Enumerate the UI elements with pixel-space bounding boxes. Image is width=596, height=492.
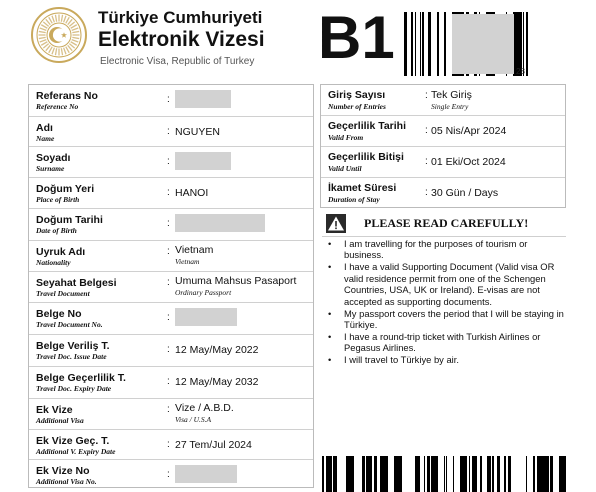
field-colon: : xyxy=(167,187,170,198)
field-colon: : xyxy=(167,312,170,323)
field-row xyxy=(29,460,313,488)
field-label-en: Date of Birth xyxy=(36,226,77,235)
field-label-tr: Belge Geçerlilik T. xyxy=(36,372,126,384)
field-colon: : xyxy=(167,344,170,355)
visa-field-row xyxy=(321,116,565,147)
visa-value: 30 Gün / Days xyxy=(431,187,499,199)
redacted-value xyxy=(175,214,265,232)
field-colon: : xyxy=(167,246,170,257)
field-colon: : xyxy=(167,277,170,288)
field-value: Umuma Mahsus Pasaport xyxy=(175,275,297,287)
visa-field-row xyxy=(321,147,565,178)
visa-label-en: Valid Until xyxy=(328,164,362,173)
field-row xyxy=(29,117,313,147)
field-label-tr: Ek Vize No xyxy=(36,465,90,477)
notice-list xyxy=(326,238,564,366)
warning-icon xyxy=(326,214,346,233)
visa-value: 05 Nis/Apr 2024 xyxy=(431,125,507,137)
field-value: Vize / A.B.D. xyxy=(175,402,234,414)
field-label-tr: Doğum Yeri xyxy=(36,183,95,195)
field-colon: : xyxy=(167,126,170,137)
visa-colon: : xyxy=(425,187,428,198)
visa-type-code: B1 xyxy=(318,4,395,71)
redacted-value xyxy=(175,90,231,108)
field-label-en: Travel Document xyxy=(36,289,90,298)
field-value: NGUYEN xyxy=(175,126,220,138)
field-label-tr: Ek Vize Geç. T. xyxy=(36,435,110,447)
crescent-star-seal-icon xyxy=(30,6,88,64)
visa-value: 01 Eki/Oct 2024 xyxy=(431,156,506,168)
visa-colon: : xyxy=(425,156,428,167)
field-value: HANOI xyxy=(175,187,209,199)
field-row xyxy=(29,335,313,367)
visa-details-table xyxy=(320,84,566,208)
field-label-en: Travel Doc. Expiry Date xyxy=(36,384,112,393)
field-value-en: Vietnam xyxy=(175,257,200,266)
field-label-en: Additional Visa xyxy=(36,416,84,425)
visa-field-row xyxy=(321,178,565,209)
field-label-tr: Seyahat Belgesi xyxy=(36,277,117,289)
notice-item: • I have a round-trip ticket with Turkish Airlines or Pegasus Airlines. xyxy=(328,331,541,354)
field-label-tr: Referans No xyxy=(36,90,98,102)
field-label-en: Reference No xyxy=(36,102,79,111)
redacted-value xyxy=(175,465,237,483)
redacted-value xyxy=(175,152,231,170)
field-colon: : xyxy=(167,469,170,480)
visa-label-en: Valid From xyxy=(328,133,364,142)
personal-details-table xyxy=(28,84,314,488)
visa-field-row xyxy=(321,85,565,116)
field-label-tr: Adı xyxy=(36,122,53,134)
visa-label-tr: Geçerlilik Bitişi xyxy=(328,151,404,163)
field-colon: : xyxy=(167,94,170,105)
field-label-tr: Uyruk Adı xyxy=(36,246,86,258)
field-value-en: Visa / U.S.A xyxy=(175,415,212,424)
field-row xyxy=(29,430,313,460)
field-row xyxy=(29,85,313,117)
field-row xyxy=(29,399,313,430)
field-colon: : xyxy=(167,404,170,415)
field-value: 27 Tem/Jul 2024 xyxy=(175,439,252,451)
barcode-number: 28 xyxy=(516,67,525,76)
field-colon: : xyxy=(167,439,170,450)
field-label-en: Name xyxy=(36,134,55,143)
notice-title: PLEASE READ CAREFULLY! xyxy=(364,216,529,230)
field-row xyxy=(29,147,313,178)
field-label-tr: Belge No xyxy=(36,308,82,320)
field-value-en: Ordinary Passport xyxy=(175,288,232,297)
field-label-tr: Doğum Tarihi xyxy=(36,214,103,226)
field-colon: : xyxy=(167,218,170,229)
field-label-tr: Belge Veriliş T. xyxy=(36,340,110,352)
field-label-tr: Ek Vize xyxy=(36,404,73,416)
visa-label-en: Number of Entries xyxy=(328,102,386,111)
field-label-en: Additional V. Expiry Date xyxy=(36,447,116,456)
notice-item: • I am travelling for the purposes of tourism or business. xyxy=(328,238,528,261)
field-label-en: Nationality xyxy=(36,258,71,267)
field-label-en: Additional Visa No. xyxy=(36,477,97,486)
field-label-en: Place of Birth xyxy=(36,195,80,204)
redacted-barcode-block xyxy=(452,14,514,74)
field-colon: : xyxy=(167,156,170,167)
visa-label-tr: İkamet Süresi xyxy=(328,182,397,194)
notice-item: • My passport covers the period that I will be staying in Türkiye. xyxy=(328,307,564,331)
notice-item: • I have a valid Supporting Document (Valid visa OR valid residence permit from one of the Schengen Countries, USA, UK or Ireland). E-visas are not accepted as supporting documents. xyxy=(328,261,555,307)
visa-label-en: Duration of Stay xyxy=(328,195,380,204)
field-row xyxy=(29,209,313,241)
field-label-en: Travel Doc. Issue Date xyxy=(36,352,107,361)
field-value: Vietnam xyxy=(175,244,214,256)
subtitle: Electronic Visa, Republic of Turkey xyxy=(100,56,255,67)
bottom-barcode-left xyxy=(322,456,402,492)
field-row xyxy=(29,178,313,209)
bottom-barcode-middle xyxy=(408,456,518,492)
field-colon: : xyxy=(167,376,170,387)
visa-label-tr: Geçerlilik Tarihi xyxy=(328,120,407,132)
field-value: 12 May/May 2032 xyxy=(175,376,259,388)
title-line-1: Türkiye Cumhuriyeti xyxy=(98,8,263,27)
field-row xyxy=(29,241,313,272)
field-label-en: Surname xyxy=(36,164,65,173)
notice-item: • I will travel to Türkiye by air. xyxy=(328,354,459,366)
title-line-2: Elektronik Vizesi xyxy=(98,28,265,51)
field-row xyxy=(29,272,313,303)
field-label-en: Travel Document No. xyxy=(36,320,103,329)
visa-value: Tek Giriş xyxy=(431,89,472,101)
field-value: 12 May/May 2022 xyxy=(175,344,259,356)
visa-label-tr: Giriş Sayısı xyxy=(328,89,386,101)
field-row xyxy=(29,303,313,335)
bottom-barcode-right xyxy=(524,456,566,492)
field-label-tr: Soyadı xyxy=(36,152,71,164)
visa-colon: : xyxy=(425,125,428,136)
visa-colon: : xyxy=(425,90,428,101)
notice-divider xyxy=(322,236,566,237)
visa-value-en: Single Entry xyxy=(431,102,469,111)
field-row xyxy=(29,367,313,399)
redacted-value xyxy=(175,308,237,326)
